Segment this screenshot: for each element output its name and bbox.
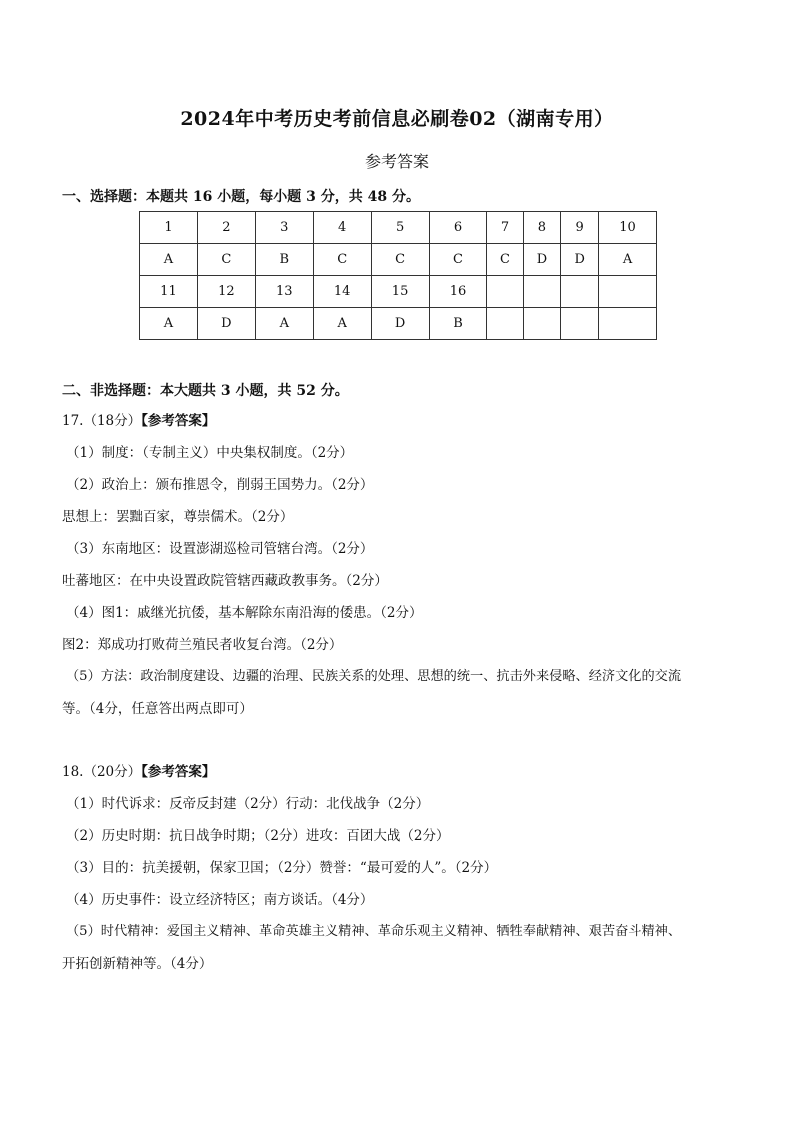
question-score: 18.（20分） (62, 764, 142, 780)
answer-cell: B (255, 244, 313, 276)
reference-answer-label: 【参考答案】 (141, 413, 216, 429)
q17-line: （3）东南地区：设置澎湖巡检司管辖台湾。（2分） (66, 541, 374, 557)
q17-line: （1）制度：（专制主义）中央集权制度。（2分） (66, 445, 354, 461)
answer-cell: A (599, 244, 657, 276)
answer-cell: B (429, 308, 487, 340)
section2-heading: 二、非选择题：本大题共 3 小题，共 52 分。 (62, 383, 349, 399)
q18-line: （1）时代诉求：反帝反封建（2分）行动：北伐战争（2分） (66, 796, 430, 812)
q18-line: （4）历史事件：设立经济特区；南方谈话。（4分） (66, 892, 374, 908)
answer-cell: A (255, 308, 313, 340)
question-number-cell (523, 276, 561, 308)
question-number-cell: 3 (255, 212, 313, 244)
answer-cell (561, 308, 599, 340)
question-number-cell: 14 (313, 276, 371, 308)
question-number-cell: 1 (140, 212, 198, 244)
question-number-cell: 13 (255, 276, 313, 308)
answer-cell: A (313, 308, 371, 340)
q17-line: （4）图1：戚继光抗倭，基本解除东南沿海的倭患。（2分） (66, 605, 423, 621)
q18-line: 开拓创新精神等。（4分） (62, 956, 213, 972)
answer-row (140, 244, 657, 276)
answer-cell: A (140, 244, 198, 276)
answer-row (140, 308, 657, 340)
question-number-cell: 5 (371, 212, 429, 244)
question-number-cell (561, 276, 599, 308)
q17-header (62, 412, 732, 430)
q18-line: （5）时代精神：爱国主义精神、革命英雄主义精神、革命乐观主义精神、牺牲奉献精神、艰苦奋斗精神、 (66, 924, 682, 939)
question-number-row (140, 212, 657, 244)
page-title: 2024年中考历史考前信息必刷卷02（湖南专用） (180, 108, 614, 130)
answer-cell: A (140, 308, 198, 340)
answer-cell: D (197, 308, 255, 340)
q17-line: 思想上：罢黜百家，尊崇儒术。（2分） (62, 509, 294, 525)
question-number-cell: 11 (140, 276, 198, 308)
answer-cell (487, 308, 523, 340)
answer-cell: C (313, 244, 371, 276)
question-number-cell: 6 (429, 212, 487, 244)
answer-cell (599, 308, 657, 340)
answer-cell: C (371, 244, 429, 276)
q17-line: （2）政治上：颁布推恩令，削弱王国势力。（2分） (66, 477, 374, 493)
answer-cell: C (487, 244, 523, 276)
q18-line: （3）目的：抗美援朝，保家卫国；（2分）赞誉：“最可爱的人”。（2分） (66, 860, 498, 876)
question-number-cell: 12 (197, 276, 255, 308)
q17-line: （5）方法：政治制度建设、边疆的治理、民族关系的处理、思想的统一、抗击外来侵略、经济文化的交流 (66, 669, 682, 684)
q17-line: 等。（4分，任意答出两点即可） (62, 701, 253, 717)
question-number-cell: 8 (523, 212, 561, 244)
question-number-row (140, 276, 657, 308)
answer-cell: C (197, 244, 255, 276)
q17-header-text (62, 413, 215, 429)
q17-line: 图2：郑成功打败荷兰殖民者收复台湾。（2分） (62, 637, 343, 653)
question-score: 17.（18分） (62, 413, 142, 429)
question-number-cell: 16 (429, 276, 487, 308)
question-number-cell (487, 276, 523, 308)
question-number-cell: 15 (371, 276, 429, 308)
answer-cell (523, 308, 561, 340)
question-number-cell: 10 (599, 212, 657, 244)
question-number-cell: 2 (197, 212, 255, 244)
q18-header (62, 763, 732, 781)
section1-heading: 一、选择题：本题共 16 小题，每小题 3 分，共 48 分。 (62, 189, 420, 205)
q17-line: 吐蕃地区：在中央设置政院管辖西藏政教事务。（2分） (62, 573, 388, 589)
reference-answer-label: 【参考答案】 (141, 764, 216, 780)
answer-cell: D (523, 244, 561, 276)
q18-header-text (62, 764, 215, 780)
question-number-cell (599, 276, 657, 308)
answer-cell: C (429, 244, 487, 276)
answer-cell: D (371, 308, 429, 340)
answer-cell: D (561, 244, 599, 276)
question-number-cell: 9 (561, 212, 599, 244)
question-number-cell: 7 (487, 212, 523, 244)
page-subtitle: 参考答案 (364, 152, 429, 171)
question-number-cell: 4 (313, 212, 371, 244)
q18-line: （2）历史时期：抗日战争时期；（2分）进攻：百团大战（2分） (66, 828, 450, 844)
answer-table (139, 211, 657, 340)
